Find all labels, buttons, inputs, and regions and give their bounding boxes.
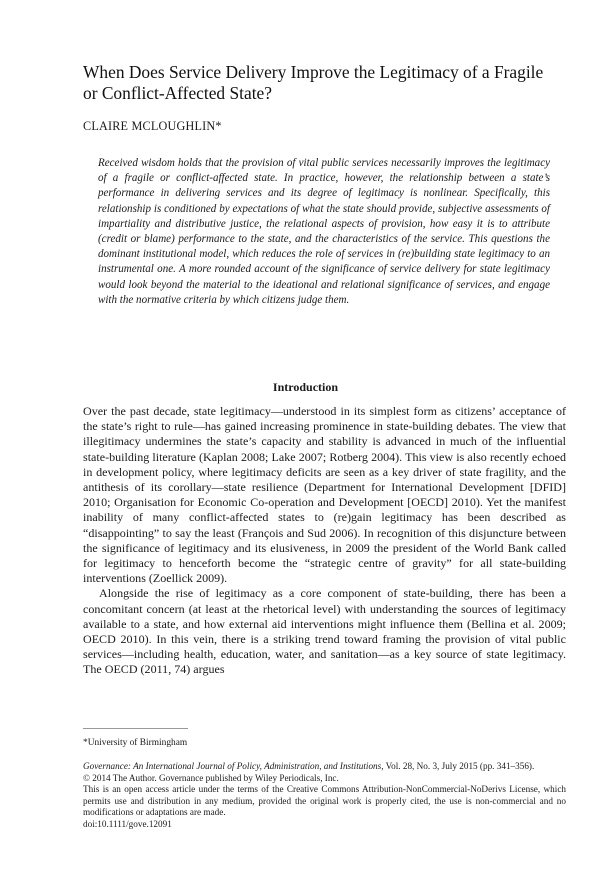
author-affiliation-footnote: *University of Birmingham: [83, 738, 188, 748]
article-title: When Does Service Delivery Improve the Legitimacy of a Fragile or Conflict-Affected State?: [83, 62, 544, 103]
introduction-body: [83, 404, 566, 678]
abstract: Received wisdom holds that the provision of vital public services necessarily improves the legitimacy of a fragile or conflict-affected state. In practice, however, the relationship between a state’s performance in delivering services and its degree of legitimacy is nonlinear. Specifically, this relationship is conditioned by expectations of what the state should provide, subjective assessments of impartiality and distributive justice, the relational aspects of provision, how easy it is to attribute (credit or blame) performance to the state, and the characteristics of the service. This questions the dominant institutional model, which reduces the role of services in (re)building state legitimacy to an instrumental one. A more rounded account of the significance of service delivery for state legitimacy would look beyond the material to the ideational and relational significance of services, and engage with the normative criteria by which citizens judge them.: [98, 157, 550, 306]
footnote-divider: [83, 728, 188, 729]
section-heading-introduction: Introduction: [272, 380, 339, 394]
journal-name: Governance: An International Journal of Policy, Administration, and Institutions: [83, 761, 382, 771]
citation-volume: , Vol. 28, No. 3, July 2015 (pp. 341–356).: [381, 761, 535, 771]
journal-citation: [83, 761, 566, 773]
author-name: CLAIRE MCLOUGHLIN*: [83, 119, 222, 133]
license-text: This is an open access article under the terms of the Creative Commons Attribution-NonCommercial-NoDerivs License, which permits use and distribution in any medium, provided the original work is properly cited, the use is non-commercial and no modifications or adaptations are made.: [83, 784, 566, 818]
body-paragraph-1: Over the past decade, state legitimacy—understood in its simplest form as citizens’ acceptance of the state’s right to rule—has gained increasing prominence in state-building debates. The view that illegitimacy undermines the state’s capacity and stability is advanced in much of the influential state-building literature (Kaplan 2008; Lake 2007; Rotberg 2004). This view is also recently echoed in development policy, where legitimacy deficits are seen as a key driver of state fragility, and the antithesis of its corollary—state resilience (Department for International Development [DFID] 2010; Organisation for Economic Co-operation and Development [OECD] 2010). Yet the manifest inability of many conflict-affected states to (re)gain legitimacy has been described as “disappointing” to say the least (François and Sud 2006). In recognition of this disjuncture between the significance of legitimacy and its elusiveness, in 2009 the president of the World Bank called for legitimacy to henceforth become the “strategic centre of gravity” for all state-building interventions (Zoellick 2009).: [83, 404, 566, 586]
publication-footer: [83, 761, 566, 831]
body-paragraph-2: Alongside the rise of legitimacy as a core component of state-building, there has been a concomitant concern (at least at the rhetorical level) with understanding the sources of legitimacy available to a state, and how external aid interventions might influence them (Bellina et al. 2009; OECD 2010). In this vein, there is a striking trend toward framing the provision of vital public services—including health, education, water, and sanitation—as a key source of state legitimacy. The OECD (2011, 74) argues: [83, 586, 566, 677]
doi[interactable]: doi:10.1111/gove.12091: [83, 818, 172, 829]
copyright-line: © 2014 The Author. Governance published by Wiley Periodicals, Inc.: [83, 772, 339, 783]
